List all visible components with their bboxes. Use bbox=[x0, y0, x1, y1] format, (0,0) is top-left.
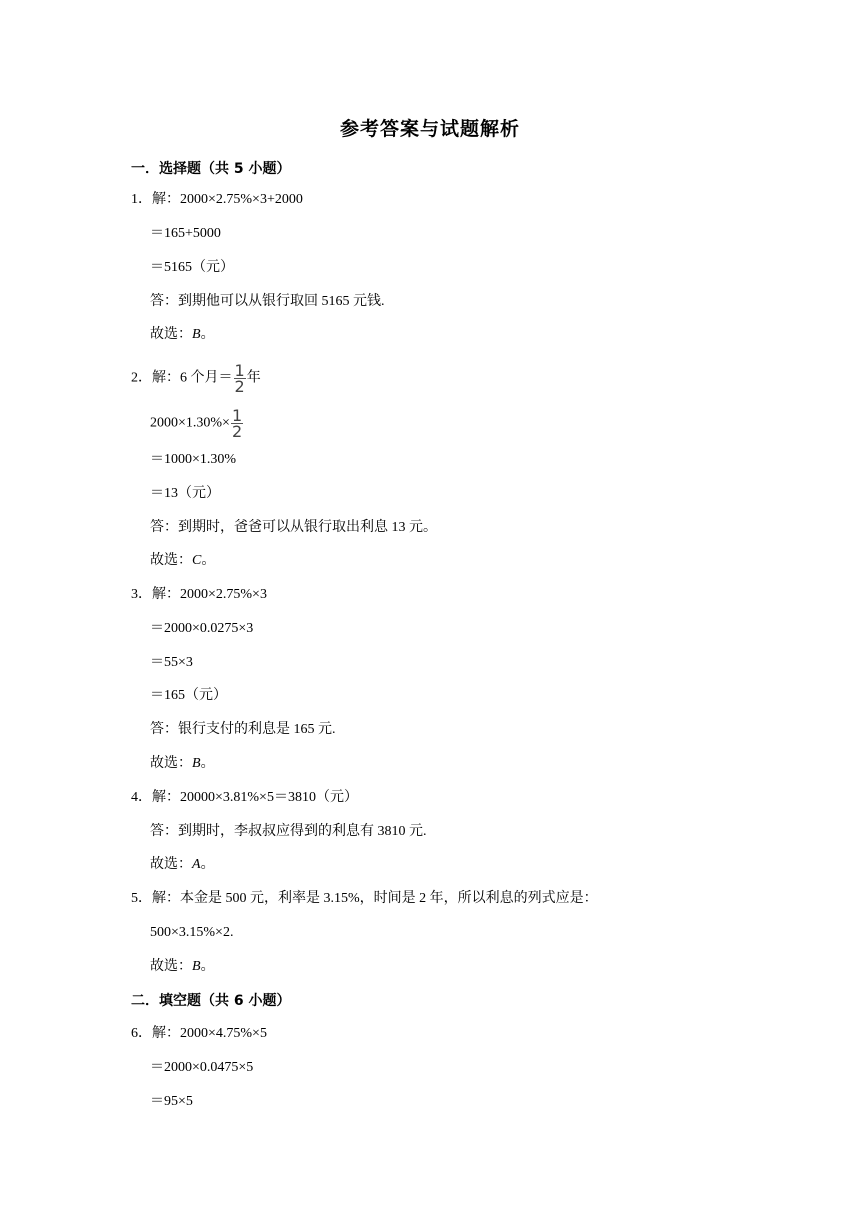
q1-line-1: 1．解：2000×2.75%×3+2000 bbox=[131, 192, 303, 207]
section-heading-fill-in: 二．填空题（共 6 小题） bbox=[131, 993, 291, 1009]
q2-line-3: ＝1000×1.30% bbox=[150, 452, 237, 467]
q2-answer: 答：到期时，爸爸可以从银行取出利息 13 元。 bbox=[150, 520, 437, 535]
q6-line-3: ＝95×5 bbox=[150, 1094, 193, 1109]
q3-choice: 故选：B。 bbox=[150, 756, 215, 771]
q2-line-4: ＝13（元） bbox=[150, 486, 220, 501]
fraction-one-half: $\frac{1}{2}$ bbox=[234, 361, 245, 396]
q4-answer: 答：到期时，李叔叔应得到的利息有 3810 元. bbox=[150, 824, 427, 839]
q2-line-1: 2．解：6 个月＝ $\frac{1}{2}$ 年 bbox=[131, 361, 261, 396]
section-heading-multiple-choice: 一．选择题（共 5 小题） bbox=[131, 161, 291, 177]
q6-line-1: 6．解：2000×4.75%×5 bbox=[131, 1026, 267, 1041]
q1-answer: 答：到期他可以从银行取回 5165 元钱. bbox=[150, 294, 385, 309]
fraction-one-half: $\frac{1}{2}$ bbox=[231, 406, 243, 441]
q6-line-2: ＝2000×0.0475×5 bbox=[150, 1060, 254, 1075]
q5-line-1: 5．解：本金是 500 元，利率是 3.15%，时间是 2 年，所以利息的列式应是： bbox=[131, 891, 598, 906]
q1-choice: 故选：B。 bbox=[150, 327, 215, 342]
q4-choice: 故选：A。 bbox=[150, 857, 215, 872]
q3-line-4: ＝165（元） bbox=[150, 688, 227, 703]
q2-choice: 故选：C。 bbox=[150, 553, 216, 568]
q1-line-2: ＝165+5000 bbox=[150, 226, 221, 241]
q3-line-3: ＝55×3 bbox=[150, 655, 193, 670]
q4-line-1: 4．解：20000×3.81%×5＝3810（元） bbox=[131, 790, 358, 805]
q5-line-2: 500×3.15%×2. bbox=[150, 925, 234, 940]
q2-line-2: 2000×1.30%× $\frac{1}{2}$ bbox=[150, 406, 243, 441]
page-title: 参考答案与试题解析 bbox=[339, 118, 520, 140]
q5-choice: 故选：B。 bbox=[150, 959, 215, 974]
q3-line-2: ＝2000×0.0275×3 bbox=[150, 621, 254, 636]
q1-line-3: ＝5165（元） bbox=[150, 260, 234, 275]
q3-line-1: 3．解：2000×2.75%×3 bbox=[131, 587, 267, 602]
q3-answer: 答：银行支付的利息是 165 元. bbox=[150, 722, 336, 737]
